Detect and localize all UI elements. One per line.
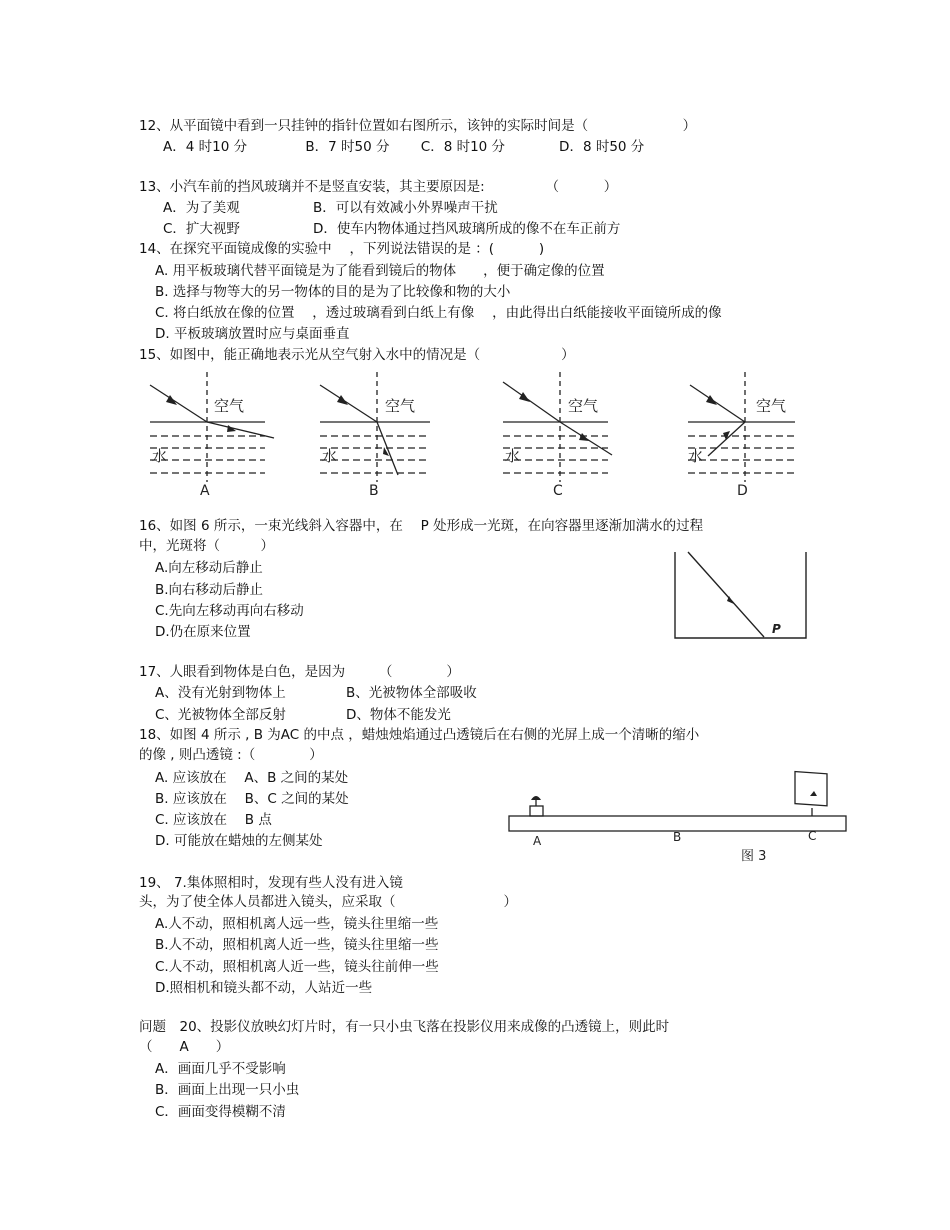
q20-stem-line1: 问题 20、投影仪放映幻灯片时，有一只小虫飞落在投影仪用来成像的凸透镜上，则此时 [139, 1019, 670, 1035]
q16-option-a: A.向左移动后静止 [155, 560, 263, 576]
q17-stem: 17、人眼看到物体是白色，是因为 （ ） [139, 664, 460, 680]
q14-option-c: C. 将白纸放在像的位置 ，透过玻璃看到白纸上有像 ，由此得出白纸能接收平面镜所成的像 [155, 305, 722, 321]
q15-label-b: B [369, 483, 379, 499]
q15-label-c: C [553, 483, 563, 499]
q20-option-b: B．画面上出现一只小虫 [155, 1082, 300, 1098]
q18-option-c: C. 应该放在 B 点 [155, 812, 272, 828]
q13-option-d: D．使车内物体通过挡风玻璃所成的像不在车正前方 [313, 221, 621, 237]
q15-air-label-c: 空气 [568, 397, 599, 415]
q15-figure-b [320, 372, 430, 482]
q15-water-label-d: 水 [688, 447, 704, 465]
q16-option-c: C.先向左移动再向右移动 [155, 603, 304, 619]
q15-air-label-d: 空气 [756, 397, 787, 415]
q18-fig-label-c: C [808, 829, 817, 843]
q14-option-b: B. 选择与物等大的另一物体的目的是为了比较像和物的大小 [155, 284, 511, 300]
q15-label-d: D [737, 483, 748, 499]
q18-option-a: A. 应该放在 A、B 之间的某处 [155, 770, 349, 786]
q12-stem: 12、从平面镜中看到一只挂钟的指针位置如右图所示，该钟的实际时间是（ ） [139, 118, 697, 134]
q18-fig-label-b: B [673, 830, 682, 844]
q18-option-b: B. 应该放在 B、C 之间的某处 [155, 791, 349, 807]
q13-option-c: C．扩大视野 [163, 221, 240, 237]
q17-option-c: C、光被物体全部反射 [155, 707, 286, 723]
q14-stem: 14、在探究平面镜成像的实验中 ，下列说法错误的是 ：( ) [139, 241, 545, 257]
q16-p-label: P [772, 622, 781, 636]
q14-option-d: D. 平板玻璃放置时应与桌面垂直 [155, 326, 350, 342]
q18-fig-caption: 图 3 [741, 849, 767, 864]
q18-bench-figure [509, 772, 846, 831]
q13-option-b: B．可以有效减小外界噪声干扰 [313, 200, 498, 216]
q18-stem-line2: 的像 , 则凸透镜 :（ ） [139, 747, 323, 763]
q15-water-label-b: 水 [322, 447, 338, 465]
q16-container-figure [675, 552, 806, 638]
q20-option-a: A．画面几乎不受影响 [155, 1061, 286, 1077]
q16-stem-line2: 中，光斑将（ ） [139, 538, 274, 554]
q16-option-b: B.向右移动后静止 [155, 582, 264, 598]
q18-stem-line1: 18、如图 4 所示 , B 为AC 的中点 ，蜡烛烛焰通过凸透镜后在右侧的光屏上成一个清晰的缩小 [139, 727, 700, 743]
q15-stem: 15、如图中，能正确地表示光从空气射入水中的情况是（ ） [139, 347, 575, 363]
q15-label-a: A [200, 483, 210, 499]
q20-stem-line2: （ A ） [139, 1039, 230, 1055]
q15-air-label-a: 空气 [214, 397, 245, 415]
q20-option-c: C．画面变得模糊不清 [155, 1104, 286, 1120]
q17-option-a: A、没有光射到物体上 [155, 685, 286, 701]
q13-option-a: A．为了美观 [163, 200, 240, 216]
q19-option-d: D.照相机和镜头都不动，人站近一些 [155, 980, 373, 996]
q15-water-label-a: 水 [152, 447, 168, 465]
q14-option-a: A. 用平板玻璃代替平面镜是为了能看到镜后的物体 ，便于确定像的位置 [155, 263, 605, 279]
q19-option-a: A.人不动，照相机离人远一些，镜头往里缩一些 [155, 916, 439, 932]
q13-stem: 13、小汽车前的挡风玻璃并不是竖直安装，其主要原因是: （ ） [139, 179, 618, 195]
q15-water-label-c: 水 [505, 447, 521, 465]
q17-option-d: D、物体不能发光 [346, 707, 451, 723]
q19-option-c: C.人不动，照相机离人近一些，镜头往前伸一些 [155, 959, 439, 975]
q19-stem-line2: 头，为了使全体人员都进入镜头，应采取（ ） [139, 894, 517, 910]
q17-option-b: B、光被物体全部吸收 [346, 685, 477, 701]
q18-fig-label-a: A [533, 834, 542, 848]
q18-option-d: D. 可能放在蜡烛的左侧某处 [155, 833, 323, 849]
q15-air-label-b: 空气 [385, 397, 416, 415]
q15-figure-d [688, 372, 795, 482]
q16-option-d: D.仍在原来位置 [155, 624, 251, 640]
q19-stem-line1: 19、 7.集体照相时，发现有些人没有进入镜 [139, 875, 403, 891]
q16-stem-line1: 16、如图 6 所示，一束光线斜入容器中，在 P 处形成一光斑，在向容器里逐渐加满水的过程 [139, 518, 704, 534]
q19-option-b: B.人不动，照相机离人近一些，镜头往里缩一些 [155, 937, 439, 953]
q12-options: A．4 时10 分 B．7 时50 分 C．8 时10 分 D．8 时50 分 [163, 139, 645, 155]
q15-figure-c [503, 372, 612, 482]
q15-figure-a [150, 372, 274, 482]
